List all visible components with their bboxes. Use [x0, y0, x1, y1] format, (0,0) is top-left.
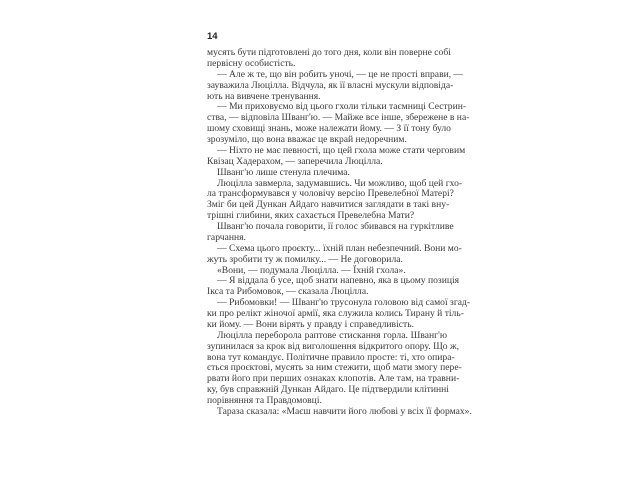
- text-line: жуть зробити ту ж помилку... — Не договорила.: [207, 253, 403, 265]
- text-line: ства, — відповіла Шванг'ю. — Майже все інше, збережене в на-: [207, 112, 470, 124]
- text-line: зрозуміло, що вона вважає це вкрай недоречним.: [207, 134, 407, 145]
- text-line: мусять бути підготовлені до того дня, коли він поверне собі: [207, 47, 451, 58]
- text-line: — Рибомовки! — Шванг'ю трусонула головою від самої згад-: [217, 297, 471, 309]
- text-line: ють на вивчене тренування.: [207, 90, 321, 102]
- text-line: Ікса та Рибомовок, — сказала Люцілла.: [207, 286, 369, 298]
- text-line: Шванг'ю лише стенула плечима.: [217, 166, 350, 178]
- text-line: Шванг'ю почала говорити, її голос збивався на гуркітливе: [217, 221, 454, 232]
- text-line: — Але ж те, що він робить уночі, — це не прості вправи, —: [217, 68, 464, 80]
- text-line: вона тут командує. Політичне правило просте: ті, хто опира-: [207, 351, 455, 363]
- text-line: Квізац Хадерахом, — заперечила Люцілла.: [207, 155, 383, 167]
- text-line: Тараза сказала: «Маєш навчити його любові у всіх її формах».: [217, 405, 472, 417]
- text-line: зауважила Люцілла. Відчула, як її власні мускули відповіда-: [207, 79, 454, 91]
- text-line: порівняння та Правдомовці.: [207, 395, 322, 406]
- text-line: зупинилася за крок від виголошення відкритого опору. Що ж,: [207, 340, 459, 352]
- text-line: ється проєктові, мусять за ним стежити, щоб мати змогу пере-: [207, 362, 462, 374]
- text-line: ку, був справжній Дункан Айдаго. Це підтвердили клітинні: [207, 384, 449, 396]
- text-line: гарчання.: [207, 231, 246, 243]
- text-line: Люцілла завмерла, задумавшись. Чи можливо, щоб цей гхо-: [217, 177, 463, 189]
- body-text: [207, 47, 472, 418]
- text-line: — Я віддала б усе, щоб знати напевно, яка в цьому позиція: [217, 275, 460, 287]
- text-line: ки йому. — Вони вірять у правду і справедливість.: [207, 318, 414, 330]
- page-number: 14: [207, 31, 218, 42]
- text-line: — Схема цього проєкту... їхній план небезпечний. Вони мо-: [217, 242, 462, 254]
- text-line: трішні глибини, яких сахається Превелебна Мати?: [207, 210, 415, 222]
- text-line: Зміг би цей Дункан Айдаго навчитися заглядати в такі вну-: [207, 199, 450, 211]
- text-line: шому сховищі знань, може належати йому. — З її тону було: [207, 123, 451, 135]
- text-line: ки про релікт жіночої армії, яка служила колись Тирану й тіль-: [207, 308, 464, 319]
- text-line: первісну особистість.: [207, 57, 296, 69]
- text-line: — Ніхто не має певності, що цей гхола може стати черговим: [217, 144, 466, 156]
- text-line: рвати його при перших ознаках клопотів. Але там, на травни-: [207, 373, 460, 385]
- text-line: — Ми приховуємо від цього гхоли тільки таємниці Сестрин-: [217, 101, 467, 113]
- text-line: Люцілла переборола раптове стискання горла. Шванг'ю: [217, 329, 447, 341]
- text-line: ла трансформувався у чоловічу версію Превелебної Матері?: [207, 188, 454, 200]
- text-line: «Вони, — подумала Люцілла. — Їхній гхола».: [217, 264, 406, 276]
